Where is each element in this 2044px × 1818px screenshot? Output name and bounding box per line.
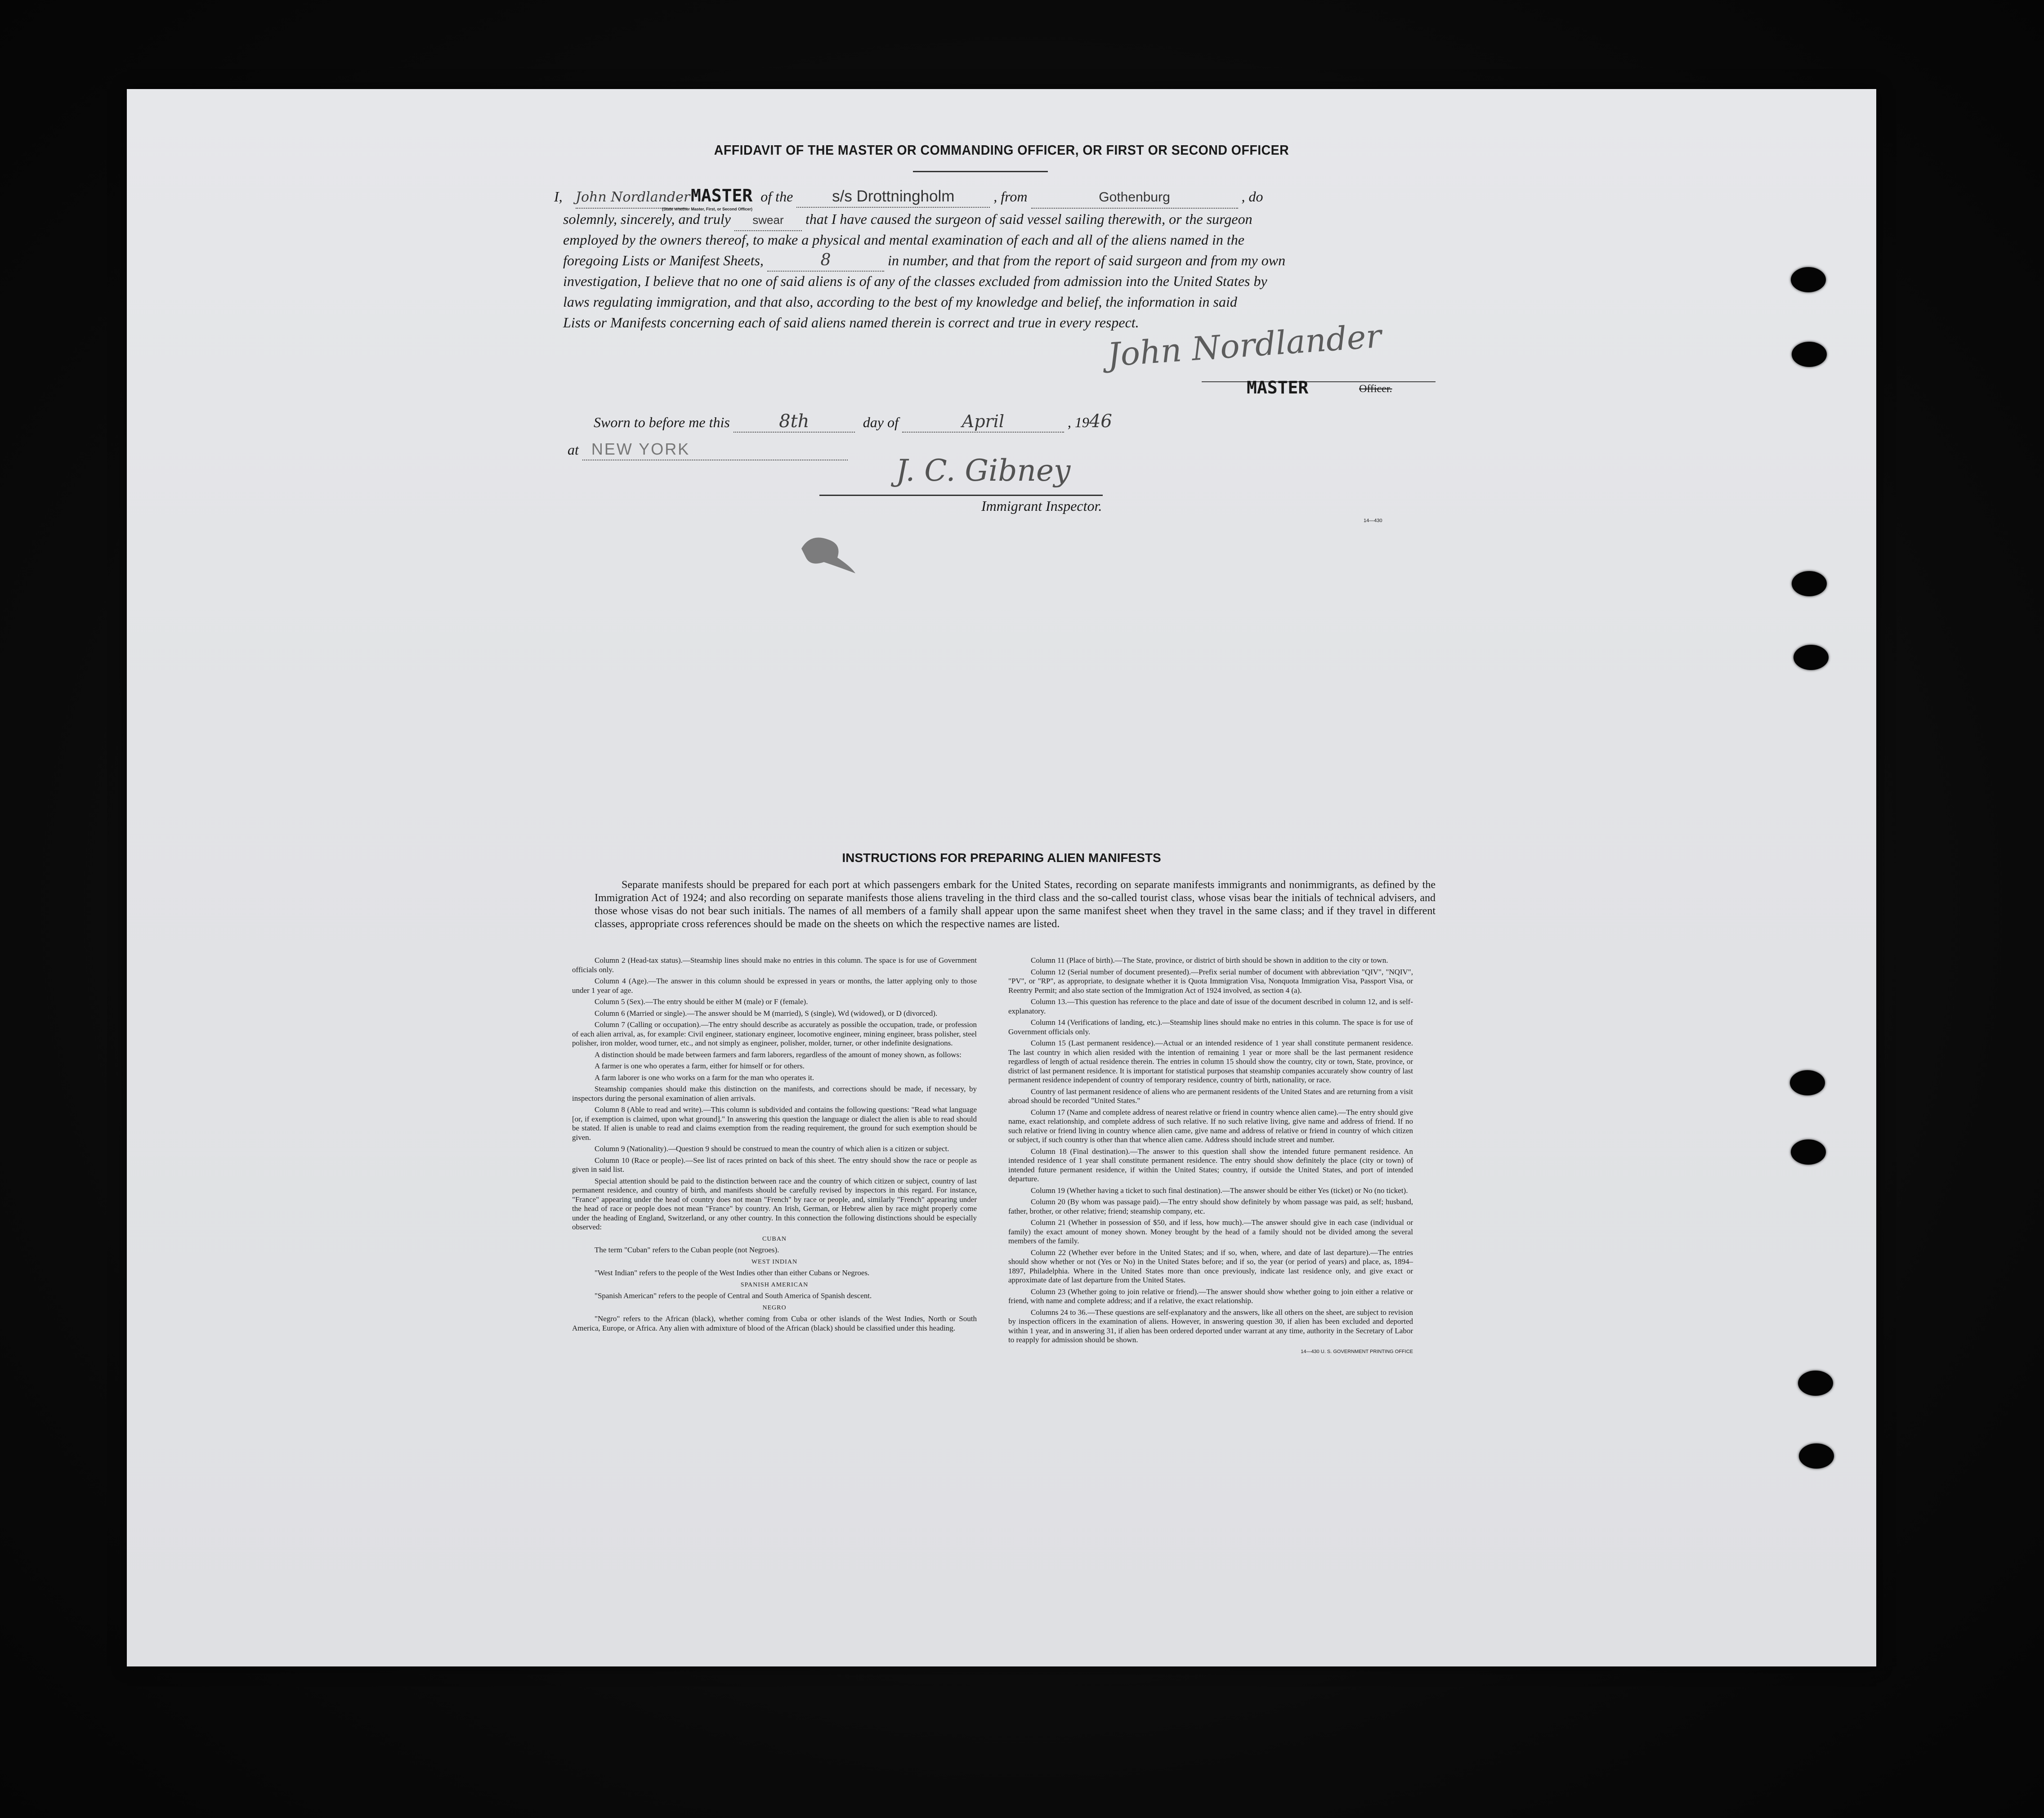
instruction-paragraph: Column 20 (By whom was passage paid).—The entry should show definitely by whom passage was paid, as self; husband, father, brother, or other relative; friend; steamship company, etc. — [1008, 1197, 1413, 1215]
instructions-intro: Separate manifests should be prepared for each port at which passengers embark for the United States, recording on separate manifests immigrants and nonimmigrants, as defined by the Immigration Act of 1924; and also recording on separate manifests those aliens traveling in the third class and the so-called tourist class, whose visas bear the initials of technical advisers, and those whose visas do not bear such initials. The names of all members of a family shall appear upon the same manifest sheet when they travel in the same class; and if they travel in different classes, appropriate cross references should be made on the sheets on which the respective names are listed. — [595, 879, 1436, 930]
instruction-paragraph: Column 6 (Married or single).—The answer should be M (married), S (single), Wd (widowed), or D (divorced). — [595, 1009, 938, 1018]
master-signature: John Nordlander — [1106, 317, 1383, 374]
master-stamp: MASTER — [1247, 378, 1309, 398]
west-indian-heading: WEST INDIAN — [751, 1258, 798, 1265]
punch-hole — [1791, 1139, 1826, 1165]
punch-hole — [1791, 267, 1826, 292]
punch-hole — [1792, 571, 1827, 596]
instruction-paragraph: Column 13.—This question has reference to the place and date of issue of the document described in column 12, and is self-explanatory. — [1008, 997, 1413, 1015]
punch-hole — [1799, 1443, 1834, 1469]
cuban-definition: The term "Cuban" refers to the Cuban people (not Negroes). — [595, 1246, 779, 1254]
document-page — [127, 89, 1876, 1666]
stain-mark — [797, 531, 860, 576]
form-code: 14—430 — [1364, 518, 1382, 523]
affidavit-line-5: investigation, I believe that no one of said aliens is of any of the classes excluded from admission into the United States by — [563, 273, 1267, 289]
master-name-field: John Nordlander — [576, 187, 687, 209]
instruction-paragraph: Column 9 (Nationality).—Question 9 should be construed to mean the country of which alien is a citizen or subject. — [595, 1144, 949, 1153]
sworn-line: Sworn to before me this 8th day of April , 1946 — [594, 411, 1112, 432]
sworn-day-field: 8th — [734, 411, 855, 433]
instruction-paragraph: Column 23 (Whether going to join relative or friend).—The answer should show whether going to join either a relative or friend, with name and complete address; and if a relative, the exact relationship. — [1008, 1287, 1413, 1305]
inspector-title: Immigrant Inspector. — [981, 498, 1102, 514]
punch-hole — [1792, 342, 1827, 367]
instruction-paragraph: Column 14 (Verifications of landing, etc.).—Steamship lines should make no entries in this column. The space is for use of Government officials only. — [1008, 1018, 1413, 1036]
instruction-paragraph: A farmer is one who operates a farm, either for himself or for others. — [595, 1062, 805, 1070]
sworn-month-field: April — [902, 411, 1064, 433]
punch-hole — [1790, 1070, 1825, 1095]
instruction-paragraph: Special attention should be paid to the distinction between race and the country of which citizen or subject, country of last permanent residence, and country of birth, and manifests should be carefully revised by inspectors in this regard. For instance, "France" appearing under the head of country does not mean "French" by race or people, and, similarly "French" appearing under the head of race or people does not mean "France" by country. An Irish, German, or Hebrew alien by race might properly come under the heading of England, Switzerland, or any other country. In this connection the following distinctions should be especially observed: — [572, 1176, 977, 1231]
instructions-right-column — [1008, 956, 1413, 1358]
instruction-paragraph: Column 5 (Sex).—The entry should be either M (male) or F (female). — [595, 997, 808, 1006]
rank-stamp: MASTER — [691, 186, 753, 205]
cuban-heading: CUBAN — [762, 1235, 787, 1242]
west-indian-definition: "West Indian" refers to the people of the West Indies other than either Cubans or Negroes. — [595, 1269, 870, 1277]
instruction-paragraph: Column 18 (Final destination).—The answer to this question shall show the intended future permanent residence. An intended residence of 1 year shall constitute permanent residence. The entry should show definitely the place (city or town) of intended future permanent residence, if within the United States; country, if outside the United States, and port of intended departure. — [1008, 1147, 1413, 1183]
sheet-count-field: 8 — [767, 250, 884, 272]
instruction-paragraph: Column 7 (Calling or occupation).—The entry should describe as accurately as possible the occupation, trade, or profession of each alien arrival, as, for example: Civil engineer, stationary engineer, locomotive engineer, mining engineer, brass polisher, steel polisher, iron molder, wood turner, etc., and not simply as engineer, polisher, molder, turner, or other indefinite designations. — [572, 1020, 977, 1047]
instruction-paragraph: Column 19 (Whether having a ticket to such final destination).—The answer should be either Yes (ticket) or No (no ticket). — [1031, 1186, 1408, 1195]
instructions-left-column — [572, 956, 977, 1335]
affidavit-line-3: employed by the owners thereof, to make a physical and mental examination of each and all of the aliens named in the — [563, 232, 1244, 248]
instruction-paragraph: Country of last permanent residence of aliens who are permanent residents of the United States and are returning from a visit abroad should be recorded "United States." — [1008, 1087, 1413, 1105]
punch-hole — [1798, 1371, 1833, 1396]
instruction-paragraph: Column 10 (Race or people).—See list of races printed on back of this sheet. The entry should show the race or people as given in said list. — [572, 1156, 977, 1174]
affidavit-line-1: I, John Nordlander MASTER of the s/s Drottningholm , from Gothenburg , do — [554, 185, 1454, 209]
punch-hole — [1794, 645, 1829, 670]
instruction-paragraph: Column 21 (Whether in possession of $50, and if less, how much).—The answer should give in each case (individual or family) the exact amount of money shown. Money brought by the head of a family should not be divided among the several members of the family. — [1008, 1218, 1413, 1245]
instructions-title: INSTRUCTIONS FOR PREPARING ALIEN MANIFESTS — [842, 851, 1161, 865]
affidavit-line-4: foregoing Lists or Manifest Sheets, 8 in number, and that from the report of said surgeon and from my own — [563, 250, 1463, 272]
instruction-paragraph: Column 22 (Whether ever before in the United States; and if so, when, where, and date of last departure).—The entries should show whether or not (Yes or No) in the United States before; and if so, the year (or period of years) and place, as, 1894–1897, Philadelphia. Where in the United States more than once previously, indicate last residence only, and give exact or approximate date of last departure from the United States. — [1008, 1248, 1413, 1284]
signature-line — [1202, 381, 1436, 382]
instruction-paragraph: Column 15 (Last permanent residence).—Actual or an intended residence of 1 year shall constitute permanent residence. The last country in which alien resided with the intention of remaining 1 year or more shall be the last permanent residence regardless of length of actual residence therein. The entries in column 15 should show the country, city or town, State, province, or district of last permanent residence. It is important for statistical purposes that steamship companies accurately show country of last permanent residence independent of country of temporary residence, country of birth, nationality, or race. — [1008, 1039, 1413, 1084]
spanish-american-heading: SPANISH AMERICAN — [740, 1281, 809, 1288]
place-field: NEW YORK — [582, 439, 848, 460]
instruction-paragraph: Column 8 (Able to read and write).—This column is subdivided and contains the following questions: "Read what language [or, if exemption is claimed, upon what ground]." In answering this question the language or dialect the alien is able to read should be stated. If alien is unable to read and claims exemption from the reading requirement, the ground for such exemption should be given. — [572, 1105, 977, 1142]
affidavit-title: AFFIDAVIT OF THE MASTER OR COMMANDING OFFICER, OR FIRST OR SECOND OFFICER — [714, 142, 1289, 158]
instruction-paragraph: Column 17 (Name and complete address of nearest relative or friend in country whence alien came).—The entry should give name, exact relationship, and complete address of such relative. If no such relative living, give name and address of friend. If no such relative or friend living in country whence alien came, give name and address of relative or friend in country of which citizen or subject, if such country is other than that whence alien came. Address should include street and number. — [1008, 1108, 1413, 1144]
affidavit-line-7: Lists or Manifests concerning each of said aliens named therein is correct and true in every respect. — [563, 314, 1139, 331]
instruction-paragraph: Column 11 (Place of birth).—The State, province, or district of birth should be shown in addition to the city or town. — [1031, 956, 1388, 965]
instruction-paragraph: A distinction should be made between farmers and farm laborers, regardless of the amount of money shown, as follows: — [595, 1050, 962, 1059]
printing-office-footer: 14—430 U. S. GOVERNMENT PRINTING OFFICE — [1301, 1349, 1413, 1354]
vessel-field: s/s Drottningholm — [796, 186, 990, 208]
instruction-paragraph: A farm laborer is one who works on a farm for the man who operates it. — [595, 1073, 814, 1082]
negro-heading: NEGRO — [762, 1304, 787, 1311]
instruction-paragraph: Steamship companies should make this distinction on the manifests, and corrections should be made, if necessary, by inspectors during the personal examination of alien arrivals. — [572, 1085, 977, 1103]
place-line: at NEW YORK — [568, 439, 882, 460]
year-field: 46 — [1089, 411, 1112, 432]
title-rule — [913, 171, 1048, 172]
spanish-american-definition: "Spanish American" refers to the people of Central and South America of Spanish descent. — [595, 1291, 872, 1300]
port-field: Gothenburg — [1031, 187, 1238, 209]
negro-definition: "Negro" refers to the African (black), whether coming from Cuba or other islands of the West Indies, North or South America, Europe, or Africa. Any alien with admixture of blood of the African (black) should be classified under this heading. — [572, 1314, 977, 1332]
officer-struck: Officer. — [1359, 383, 1392, 395]
instruction-paragraph: Column 4 (Age).—The answer in this column should be expressed in years or months, the latter applying only to those under 1 year of age. — [572, 977, 977, 995]
instruction-paragraph: Column 2 (Head-tax status).—Steamship lines should make no entries in this column. The space is for use of Government officials only. — [572, 956, 977, 974]
rank-caption: (State whether Master, First, or Second Officer) — [662, 207, 753, 211]
inspector-signature: J. C. Gibney — [896, 453, 1071, 488]
affidavit-line-6: laws regulating immigration, and that also, according to the best of my knowledge and belief, the information in said — [563, 294, 1237, 310]
oath-field: swear — [734, 210, 802, 231]
instruction-paragraph: Columns 24 to 36.—These questions are self-explanatory and the answers, like all others on the sheet, are subject to revision by inspection officers in the examination of aliens. However, in answering question 30, if alien has been excluded and deported within 1 year, and in answering 31, if alien has been ordered deported under warrant at any time, authority in the Secretary of Labor to reapply for admission should be shown. — [1008, 1308, 1413, 1344]
affidavit-line-2: solemnly, sincerely, and truly swear that I have caused the surgeon of said vessel sailing therewith, or the surgeon — [563, 209, 1463, 231]
instruction-paragraph: Column 12 (Serial number of document presented).—Prefix serial number of document with abbreviation "QIV", "NQIV", "PV", or "RP", as appropriate, to designate whether it is Quota Immigration Visa, Nonquota Immigration Visa, Passport Visa, or Reentry Permit; and also state section of the Immigration Act of 1924 involved, as section 4 (a). — [1008, 967, 1413, 995]
